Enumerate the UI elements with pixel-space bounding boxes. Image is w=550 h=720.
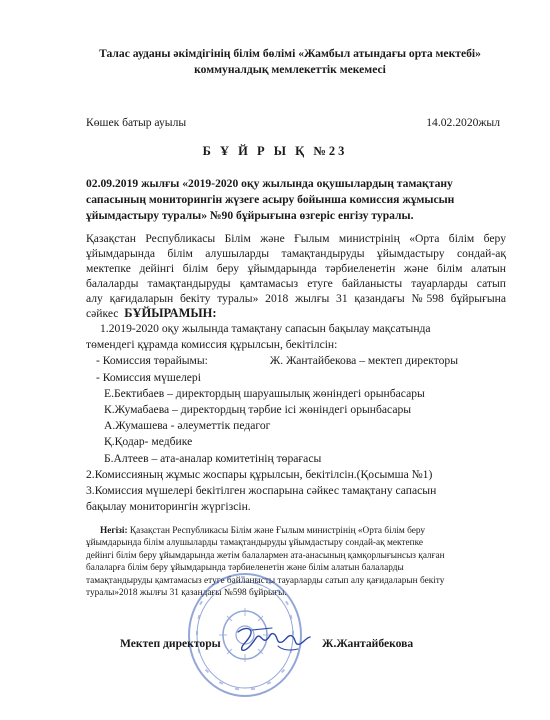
preamble-line-2: ұйымдарында білім алушыларды тамақтандыруды ұйымдастыру сондай-ақ — [86, 247, 506, 260]
item-3-line-2: бақылау мониторингін жүргізсін. — [86, 500, 251, 514]
preamble-line-3: мектепке дейінгі білім беру ұйымдарында тәрбиеленетін және білім алатын — [86, 262, 506, 275]
order-preamble — [86, 231, 506, 321]
order-subject — [86, 176, 506, 224]
commission-chair — [86, 353, 506, 369]
basis-line-1-text: Қазақстан Республикасы Білім және Ғылым министрінің «Орта білім беру — [127, 526, 426, 536]
item-1-line-2: төмендегі құрамда комиссия құрылсын, бекітілсін: — [86, 338, 338, 352]
place-text: Көшек батыр ауылы — [86, 116, 187, 129]
chair-name: Ж. Жантайбекова – мектеп директоры — [269, 354, 459, 368]
order-command: БҰЙЫРАМЫН: — [124, 306, 217, 320]
chair-label: - Комиссия төрайымы: — [96, 354, 208, 368]
preamble-line-6 — [86, 306, 506, 321]
signatory-position: Мектеп директоры — [120, 637, 221, 650]
member-1: Е.Бектибаев – директордың шаруашылық жөніндегі орынбасары — [104, 386, 425, 400]
item-3-line-1: 3.Комиссия мүшелері бекітілген жоспарына сәйкес тамақтану сапасын — [86, 484, 437, 498]
basis-line-6: туралы»2018 жылғы 31 қазандағы №598 бұйрығы. — [86, 588, 287, 599]
basis-line-5: тамақтандыруды қамтамасыз етуге байланысты тауарларды сатып алу қағидаларын бекіту — [86, 575, 445, 586]
order-title: Б Ұ Й Р Ы Қ №23 — [202, 144, 348, 158]
org-line-1: Талас ауданы әкімдігінің білім бөлімі «Жамбыл атындағы орта мектебі» — [99, 47, 481, 60]
org-line-2: коммуналдық мемлекеттік мекемесі — [194, 63, 386, 76]
signatory-name: Ж.Жантайбекова — [322, 637, 414, 650]
member-5: Б.Алтеев – ата-аналар комитетінің төрағасы — [104, 451, 322, 465]
basis-line-3: дейінгі білім беру ұйымдарында жетім балалармен ата-анасының қамқорлығынсыз қалған — [86, 550, 445, 561]
member-4: Қ.Қодар- медбике — [104, 435, 193, 449]
basis-line-1 — [86, 525, 516, 537]
signature-icon — [232, 622, 312, 656]
order-items — [86, 321, 506, 515]
basis-label: Негізі: — [100, 526, 128, 536]
member-3: А.Жумашева - әлеуметтік педагог — [104, 419, 271, 433]
members-label: - Комиссия мүшелері — [96, 370, 201, 384]
preamble-prefix: сәйкес — [86, 307, 119, 320]
organization-header — [70, 46, 510, 78]
basis-line-2: ұйымдарында білім алушыларды тамақтандыруды ұйымдастыру сондай-ақ мектепке — [86, 538, 423, 549]
subject-line-2: сапасының мониторингін жүзеге асыру бойынша комиссия жұмысын — [86, 193, 455, 206]
subject-line-1: 02.09.2019 жылғы «2019-2020 оқу жылында оқушылардың тамақтану — [86, 177, 453, 190]
preamble-line-4: балаларды тамақтандыруды қамтамасыз етуге байланысты тауарларды сатып — [86, 277, 506, 290]
item-2: 2.Комиссияның жұмыс жоспары құрылсын, бекітілсін.(Қосымша №1) — [86, 467, 433, 481]
subject-line-3: ұйымдастыру туралы» №90 бұйрығына өзгеріс енгізу туралы. — [86, 209, 414, 222]
member-2: К.Жумабаева – директордың тәрбие ісі жөніндегі орынбасары — [104, 403, 412, 417]
basis-line-4: балаларға білім беру ұйымдарында тәрбиеленетін және білім алатын балаларды — [86, 563, 404, 574]
date-text: 14.02.2020жыл — [426, 116, 500, 129]
preamble-line-1: Қазақстан Республикасы Білім және Ғылым министрінің «Орта білім беру — [86, 232, 506, 245]
item-1-line-1: 1.2019-2020 оқу жылында тамақтану сапасын бақылау мақсатында — [100, 322, 431, 335]
preamble-line-5: алу қағидаларын бекіту туралы» 2018 жылғы 31 қазандағы №598 бұйрығына — [86, 292, 506, 305]
